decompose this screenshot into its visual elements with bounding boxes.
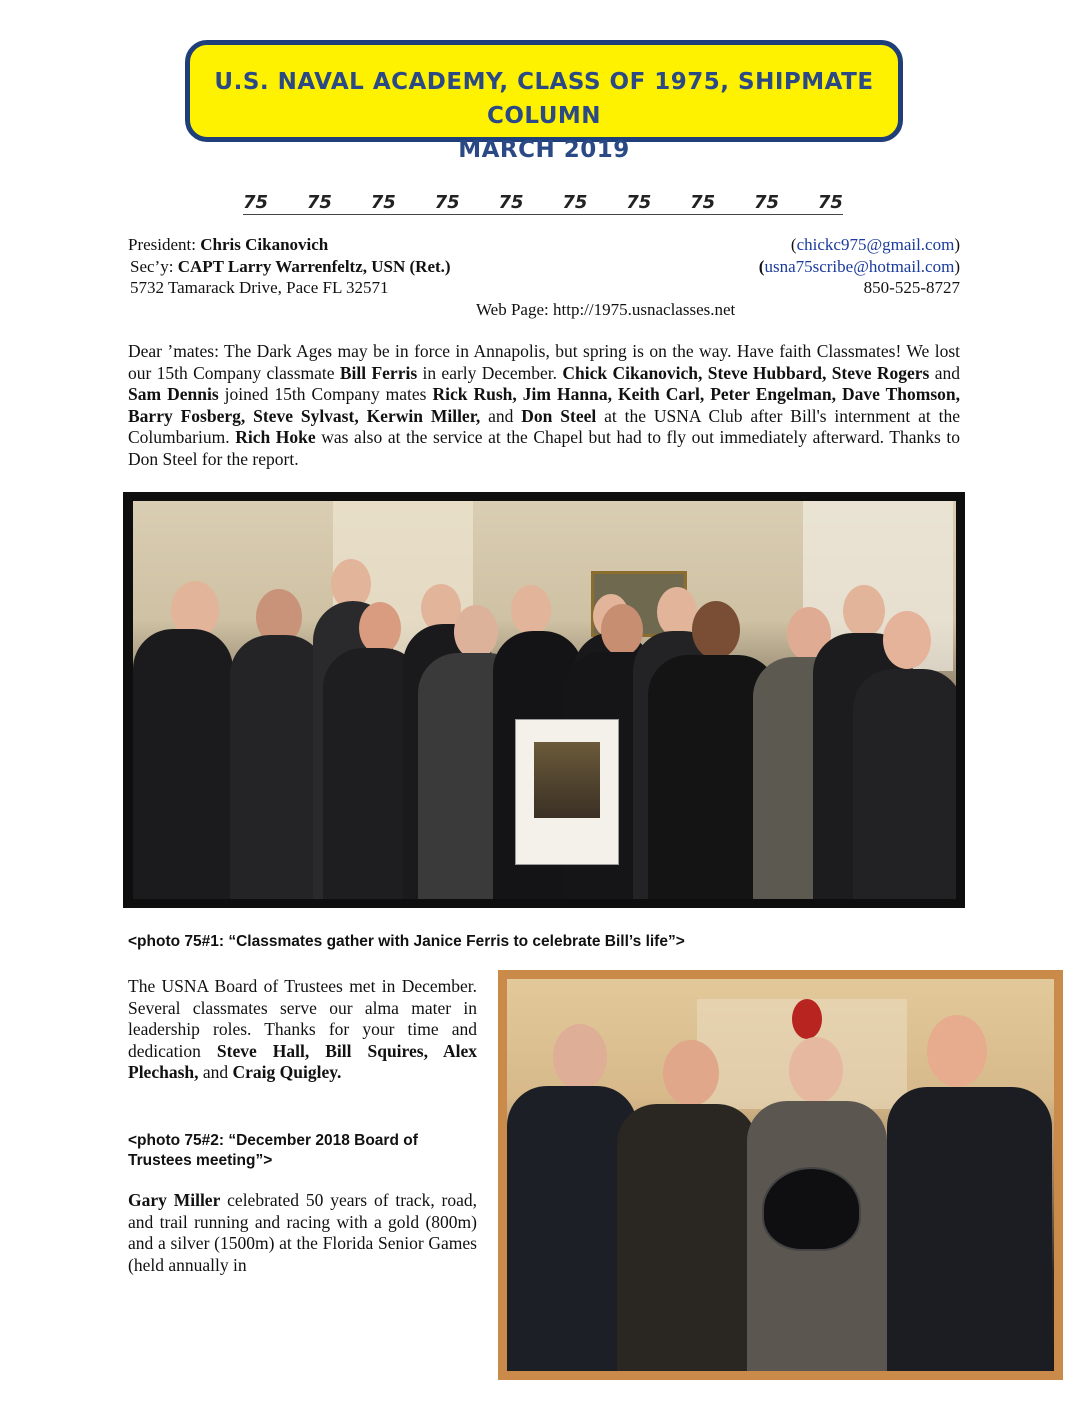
memorial-frame <box>515 719 619 865</box>
gary-miller-paragraph: Gary Miller celebrated 50 years of track, road, and trail running and racing with a gold (800m) and a silver (1500m) at the Florida Senior Games (held annually in <box>128 1190 477 1275</box>
secretary-line: Sec’y: CAPT Larry Warrenfeltz, USN (Ret.) <box>130 257 451 276</box>
football-helmet <box>762 1167 861 1251</box>
president-name: Chris Cikanovich <box>200 235 329 254</box>
class-number: 75 <box>817 192 843 213</box>
class-number: 75 <box>370 192 396 213</box>
class-number: 75 <box>306 192 332 213</box>
banner-date: MARCH 2019 <box>458 137 630 163</box>
web-page[interactable]: Web Page: http://1975.usnaclasses.net <box>476 300 736 319</box>
secretary-email[interactable]: (usna75scribe@hotmail.com) <box>758 257 960 276</box>
class-number-divider <box>243 192 843 215</box>
photo-caption-1: <photo 75#1: “Classmates gather with Janice Ferris to celebrate Bill’s life”> <box>128 933 685 950</box>
contact-block <box>128 234 960 324</box>
phone: 850-525-8727 <box>863 278 960 297</box>
class-number: 75 <box>498 192 524 213</box>
address: 5732 Tamarack Drive, Pace FL 32571 <box>130 278 389 297</box>
banner-title: U.S. NAVAL ACADEMY, CLASS OF 1975, SHIPMATE COLUMN <box>214 69 874 129</box>
title-banner <box>185 40 903 163</box>
photo-caption-2: <photo 75#2: “December 2018 Board of Trustees meeting”> <box>128 1132 418 1169</box>
class-number: 75 <box>690 192 716 213</box>
class-number: 75 <box>754 192 780 213</box>
intro-paragraph: Dear ’mates: The Dark Ages may be in force in Annapolis, but spring is on the way. Have faith Classmates! We lost our 15th Company classmate Bill Ferris in early December. Chick Cikanovich, Steve Hubbard, Steve Rogers and Sam Dennis joined 15th Company mates Rick Rush, Jim Hanna, Keith Carl, Peter Engelman, Dave Thomson, Barry Fosberg, Steve Sylvast, Kerwin Miller, and Don Steel at the USNA Club after Bill's internment at the Columbarium. Rich Hoke was also at the service at the Chapel but had to fly out immediately afterward. Thanks to Don Steel for the report. <box>128 341 960 469</box>
president-email[interactable]: (chickc975@gmail.com) <box>790 235 960 254</box>
president-line: President: Chris Cikanovich <box>128 235 329 254</box>
group-photo-classmates <box>123 492 965 908</box>
class-number: 75 <box>626 192 652 213</box>
class-number: 75 <box>562 192 588 213</box>
secretary-name: CAPT Larry Warrenfeltz, USN (Ret.) <box>177 257 451 276</box>
class-number: 75 <box>434 192 460 213</box>
trustees-paragraph: The USNA Board of Trustees met in December. Several classmates serve our alma mater in leadership roles. Thanks for your time and dedication Steve Hall, Bill Squires, Alex Plechash, and Craig Quigley. <box>128 976 477 1082</box>
board-of-trustees-photo <box>498 970 1063 1380</box>
class-number: 75 <box>243 192 269 213</box>
